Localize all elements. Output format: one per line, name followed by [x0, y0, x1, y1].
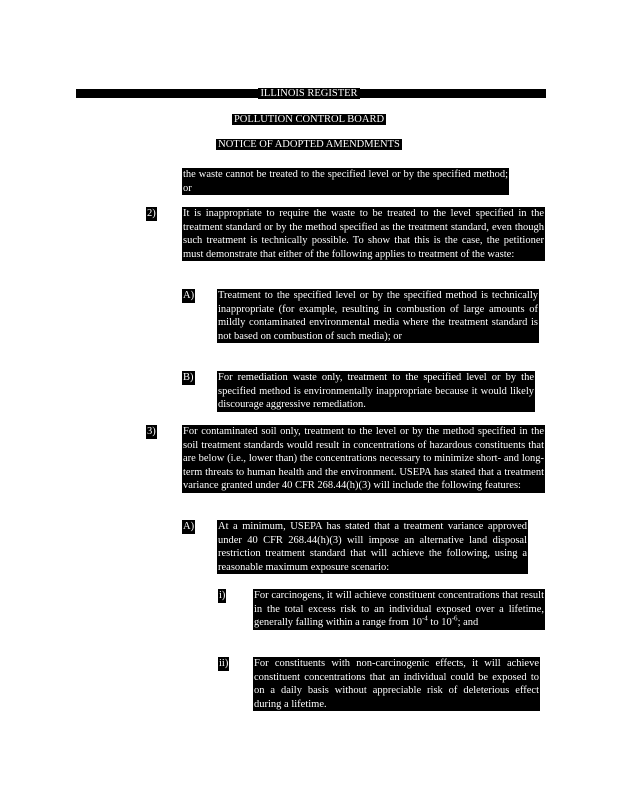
paragraph-i-label: i) — [219, 590, 226, 601]
paragraph-2B-label: B) — [183, 372, 194, 383]
exponent-2: -6 — [451, 614, 458, 623]
paragraph-2B-text: For remediation waste only, treatment to the specified level or by the specified method is environmentally inappropriate because it would likely discourage aggressive remediation. — [218, 372, 534, 411]
continuation-text: the waste cannot be treated to the specified level or by the specified method; or — [183, 169, 508, 194]
paragraph-3-text: For contaminated soil only, treatment to the level or by the method specified in the soil treatment standards would result in concentrations of hazardous constituents that are below (i.e., lower than) the concentrations necessary to minimize short- and long-term threats to human health and the environment. USEPA has stated that a treatment variance granted under 40 CFR 268.44(h)(3) will include the following features: — [183, 426, 544, 492]
paragraph-3A-text: At a minimum, USEPA has stated that a treatment variance approved under 40 CFR 268.44(h)(3) will impose an alternative land disposal restriction treatment standard that will achieve the following, using a reasonable maximum exposure scenario: — [218, 521, 527, 573]
paragraph-ii-label: ii) — [219, 658, 229, 669]
paragraph-3A-label: A) — [183, 521, 195, 532]
paragraph-2A-label: A) — [183, 290, 195, 301]
paragraph-2-text: It is inappropriate to require the waste to be treated to the level specified in the treatment standard or by the method specified as the treatment standard, even though such treatment is technically possible. To show that this is the case, the petitioner must demonstrate that either of the following applies to treatment of the waste: — [183, 208, 544, 260]
paragraph-3-label: 3) — [147, 426, 156, 437]
paragraph-2A-text: Treatment to the specified level or by the specified method is technically inappropriate (for example, resulting in combustion of large amounts of mildly contaminated environmental media where the treatment standard is not based on combustion of such media); or — [218, 290, 538, 342]
paragraph-i-text: For carcinogens, it will achieve constituent concentrations that result in the total excess risk to an individual exposed over a lifetime, generally falling within a range from $10^{-4}$ to $10^{-6}$; and — [254, 590, 544, 629]
exponent-1: -4 — [421, 614, 428, 623]
board-title: POLLUTION CONTROL BOARD — [233, 114, 385, 125]
register-title: ILLINOIS REGISTER — [260, 88, 358, 99]
notice-title: NOTICE OF ADOPTED AMENDMENTS — [218, 139, 400, 150]
paragraph-2-label: 2) — [147, 208, 156, 219]
paragraph-ii-text: For constituents with non-carcinogenic effects, it will achieve constituent concentrations that an individual could be exposed to on a daily basis without appreciable risk of deleterious effect during a lifetime. — [254, 658, 539, 710]
